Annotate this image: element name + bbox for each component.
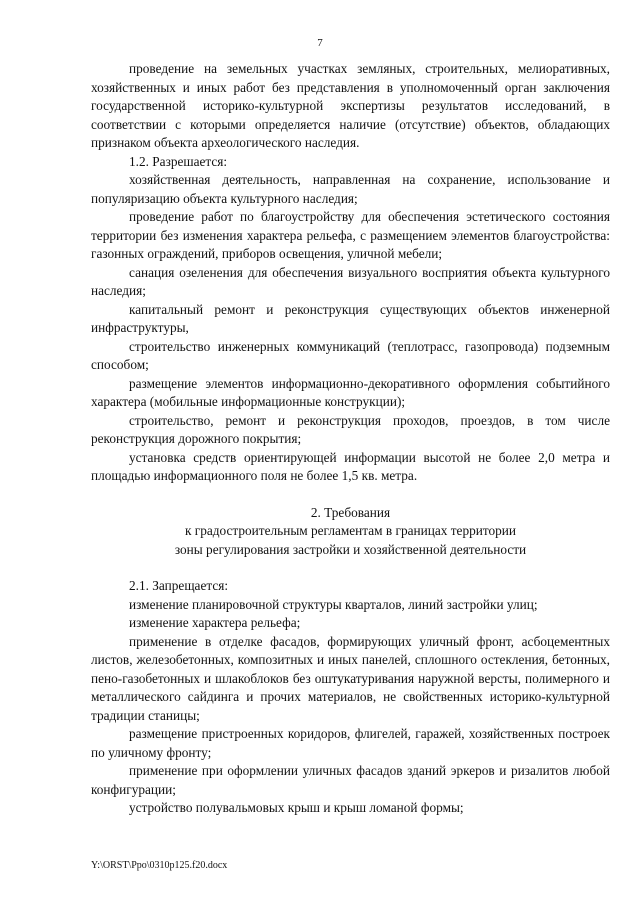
file-path-footer: Y:\ORST\Ppo\0310p125.f20.docx (91, 860, 228, 871)
spacer (91, 486, 610, 504)
list-item: проведение работ по благоустройству для обеспечения эстетического состояния территории без изменения характера рельефа, с размещением элементов благоустройства: газонных ограждений, приборов освещения, уличной мебели; (91, 209, 610, 261)
section-title: 2. Требования (310, 504, 391, 520)
paragraph: проведение на земельных участках земляных, строительных, мелиоративных, хозяйственных и иных работ без представления в уполномоченный орган заключения государственной историко-культурной экспертизы результатов исследований, в соответствии с которыми определяется наличие (отсутствие) объектов, обладающих признаком объекта археологического наследия. (91, 61, 610, 150)
list-item: размещение пристроенных коридоров, флигелей, гаражей, хозяйственных построек по уличному фронту; (91, 726, 610, 760)
page-number: 7 (317, 37, 323, 49)
document-body (91, 60, 610, 818)
list-item: применение при оформлении уличных фасадов зданий эркеров и ризалитов любой конфигурации; (91, 763, 610, 797)
list-item: изменение характера рельефа; (129, 615, 301, 630)
list-item: капитальный ремонт и реконструкция существующих объектов инженерной инфраструктуры, (91, 301, 610, 335)
list-item: устройство полувальмовых крыш и крыш ломаной формы; (129, 800, 464, 815)
section-subtitle: к градостроительным регламентам в границах территории (184, 523, 517, 538)
list-item: строительство, ремонт и реконструкция проходов, проездов, в том числе реконструкция дорожного покрытия; (91, 412, 610, 446)
subsection-heading: 1.2. Разрешается: (129, 153, 228, 169)
list-item: размещение элементов информационно-декоративного оформления событийного характера (мобильные информационные конструкции); (91, 375, 610, 409)
list-item: установка средств ориентирующей информации высотой не более 2,0 метра и площадью информационного поля не более 1,5 кв. метра. (91, 449, 610, 483)
section-subtitle: зоны регулирования застройки и хозяйственной деятельности (174, 541, 527, 557)
spacer (91, 559, 610, 577)
list-item: хозяйственная деятельность, направленная на сохранение, использование и популяризацию объекта культурного наследия; (91, 172, 610, 206)
list-item: строительство инженерных коммуникаций (теплотрасс, газопровода) подземным способом; (91, 338, 610, 372)
subsection-heading: 2.1. Запрещается: (129, 578, 229, 593)
list-item: применение в отделке фасадов, формирующих уличный фронт, асбоцементных листов, железобетонных, композитных и иных панелей, сплошного остекления, бетонных, пено-газобетонных и шлакоблоков без оштукатуривания наружной версты, полимерного и металлического сайдинга и прочих материалов, не свойственных историко-культурной традиции станицы; (91, 633, 610, 723)
list-item: изменение планировочной структуры кварталов, линий застройки улиц; (129, 596, 538, 612)
list-item: санация озеленения для обеспечения визуального восприятия объекта культурного наследия; (91, 264, 610, 298)
